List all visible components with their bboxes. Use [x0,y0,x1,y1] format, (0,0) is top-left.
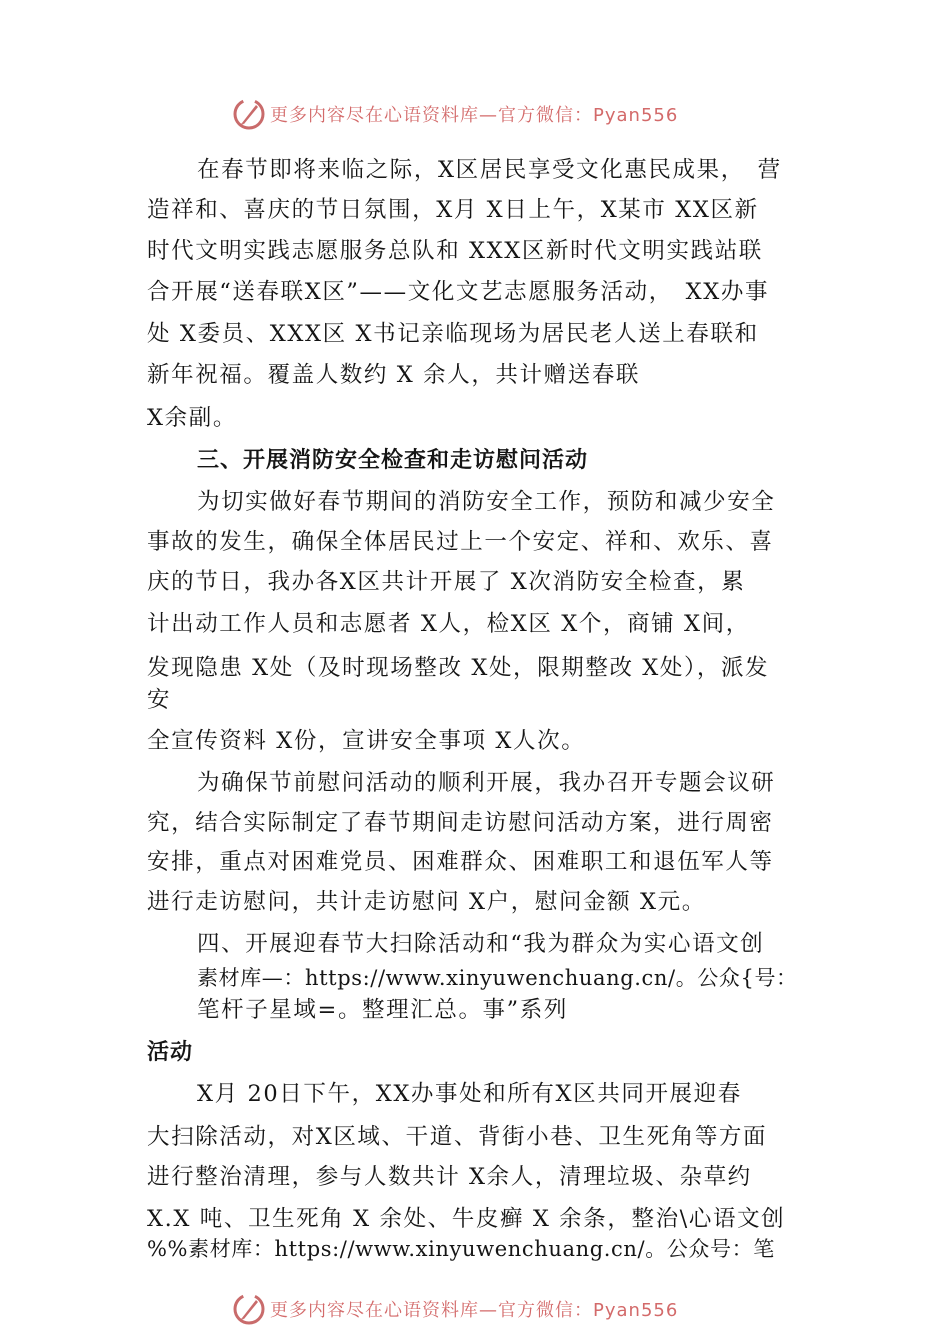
p3-line-2: 究，结合实际制定了春节期间走访慰问活动方案，进行周密 [147,810,774,836]
p1-line-3: 时代文明实践志愿服务总队和 XXX区新时代文明实践站联 [147,238,763,264]
quill-logo-icon [232,97,266,131]
p2-line-5: 发现隐患 X处（及时现场整改 X处，限期整改 X处），派发 [147,655,770,681]
p3-line-3: 安排，重点对困难党员、困难群众、困难职工和退伍军人等 [147,849,774,875]
p3-line-1: 为确保节前慰问活动的顺利开展，我办召开专题会议研 [197,770,776,796]
p1-line-4: 合开展“送春联X区”——文化文艺志愿服务活动， XX办事 [147,279,770,305]
watermark-text: 更多内容尽在心语资料库—官方微信：Pyan556 [270,105,679,126]
section-heading-3: 三、开展消防安全检查和走访慰问活动 [197,448,589,473]
p4-line-4: X.X 吨、卫生死角 X 余处、牛皮癣 X 余条，整治\心语文创 [147,1206,786,1232]
p1-line-7: X余副。 [147,405,237,431]
p2-line-2: 事故的发生，确保全体居民过上一个安定、祥和、欢乐、喜 [147,529,774,555]
header-watermark [232,96,732,132]
heading-4-line-2: 素材库—：https://www.xinyuwenchuang.cn/。公众{号： [197,966,798,990]
p2-line-6: 安 [147,687,172,713]
p4-line-1: X月 20日下午，XX办事处和所有X区共同开展迎春 [197,1081,742,1107]
p4-line-2: 大扫除活动，对X区域、干道、背街小巷、卫生死角等方面 [147,1124,768,1150]
p3-line-4: 进行走访慰问，共计走访慰问 X户，慰问金额 X元。 [147,889,706,915]
p4-line-5: %%素材库：https://www.xinyuwenchuang.cn/。公众号：笔 [147,1237,775,1261]
p2-line-3: 庆的节日，我办各X区共计开展了 X次消防安全检查，累 [147,569,746,595]
p4-line-3: 进行整治清理，参与人数共计 X余人，清理垃圾、杂草约 [147,1164,752,1190]
heading-4-tail: 活动 [147,1040,194,1065]
p2-line-4: 计出动工作人员和志愿者 X人，检X区 X个，商铺 X间， [147,611,750,637]
p2-line-7: 全宣传资料 X份，宣讲安全事项 X人次。 [147,728,586,754]
quill-logo-icon [232,1292,266,1326]
watermark-text: 更多内容尽在心语资料库—官方微信：Pyan556 [270,1300,679,1321]
p1-line-2: 造祥和、喜庆的节日氛围，X月 X日上午，X某市 XX区新 [147,197,759,223]
p1-line-6: 新年祝福。覆盖人数约 X 余人，共计赠送春联 [147,362,641,388]
heading-4-line-3: 笔杆子星域=。整理汇总。事”系列 [197,997,568,1023]
footer-watermark [232,1291,732,1327]
p1-line-1: 在春节即将来临之际，X区居民享受文化惠民成果， 营 [197,157,782,183]
p1-line-5: 处 X委员、XXX区 X书记亲临现场为居民老人送上春联和 [147,321,759,347]
heading-4-line-1: 四、开展迎春节大扫除活动和“我为群众为实心语文创 [197,931,765,957]
p2-line-1: 为切实做好春节期间的消防安全工作，预防和减少安全 [197,489,776,515]
